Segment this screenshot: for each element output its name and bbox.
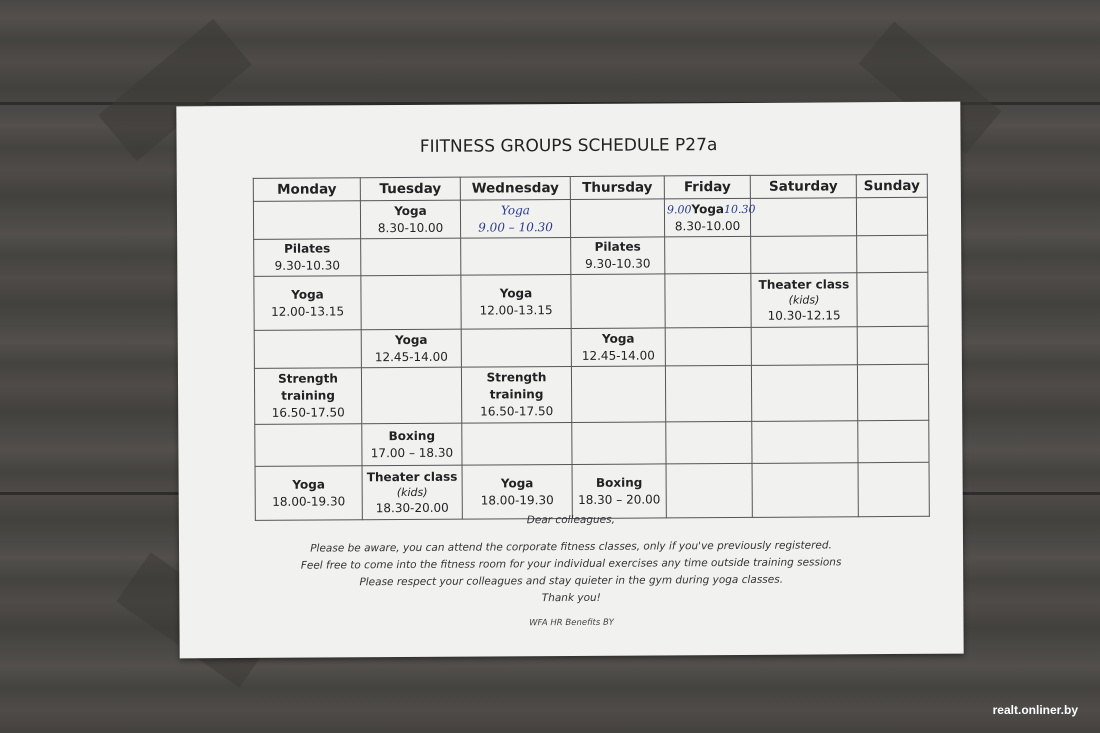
class-cell bbox=[254, 276, 361, 331]
empty-cell bbox=[752, 463, 858, 518]
class-time: 18.00-19.30 bbox=[480, 492, 554, 508]
notice-line: Please be aware, you can attend the corporate fitness classes, only if you've previously registered. bbox=[310, 539, 832, 555]
handwritten-start-time: 9.00 bbox=[666, 202, 692, 216]
empty-cell bbox=[858, 462, 929, 516]
class-time: 12.45-14.00 bbox=[374, 349, 448, 364]
class-time: 17.00 – 18.30 bbox=[370, 445, 454, 460]
empty-cell bbox=[665, 273, 751, 328]
empty-cell bbox=[461, 328, 571, 367]
class-cell bbox=[460, 199, 570, 238]
class-cell bbox=[462, 464, 572, 519]
class-cell bbox=[361, 329, 461, 368]
table-row bbox=[254, 235, 928, 276]
class-cell bbox=[362, 423, 462, 466]
empty-cell bbox=[752, 421, 858, 464]
class-note: (kids) bbox=[788, 292, 820, 307]
day-header-sunday: Sunday bbox=[856, 174, 927, 197]
notice-line: Feel free to come into the fitness room for your individual exercises any time outside training sessions bbox=[300, 556, 842, 572]
class-name: Theater class bbox=[758, 276, 850, 292]
class-time: 12.45-14.00 bbox=[581, 347, 655, 363]
empty-cell bbox=[461, 237, 571, 275]
class-name: Pilates bbox=[284, 241, 331, 256]
class-note: (kids) bbox=[396, 485, 428, 499]
empty-cell bbox=[571, 366, 665, 423]
empty-cell bbox=[665, 236, 751, 274]
empty-cell bbox=[858, 420, 929, 462]
handwritten-class-time: 9.00 – 10.30 bbox=[478, 219, 553, 235]
empty-cell bbox=[751, 327, 857, 366]
class-time: 12.00-13.15 bbox=[479, 302, 553, 318]
class-name: Yoga bbox=[291, 287, 324, 302]
day-header-saturday: Saturday bbox=[750, 175, 856, 199]
empty-cell bbox=[857, 272, 928, 326]
empty-cell bbox=[254, 330, 361, 369]
notice-greeting: Dear colleagues, bbox=[526, 513, 615, 527]
table-row bbox=[254, 364, 928, 424]
class-name: Theater class bbox=[366, 469, 458, 484]
class-time: 9.30-10.30 bbox=[585, 256, 651, 271]
class-name: Pilates bbox=[594, 239, 641, 254]
class-cell bbox=[254, 368, 361, 425]
class-cell bbox=[571, 328, 665, 367]
empty-cell bbox=[255, 424, 362, 467]
empty-cell bbox=[570, 199, 664, 238]
class-name: Boxing bbox=[595, 475, 643, 490]
handwritten-class-name: Yoga bbox=[500, 202, 530, 217]
empty-cell bbox=[361, 367, 461, 424]
day-header-wednesday: Wednesday bbox=[460, 176, 570, 200]
page-title: FIITNESS GROUPS SCHEDULE P27a bbox=[419, 135, 718, 157]
class-name: Yoga bbox=[500, 475, 534, 490]
table-row bbox=[254, 326, 928, 368]
class-cell bbox=[254, 239, 361, 277]
empty-cell bbox=[666, 463, 752, 518]
class-cell bbox=[572, 464, 666, 519]
day-header-friday: Friday bbox=[664, 175, 750, 199]
class-name: Yoga bbox=[292, 476, 325, 492]
notice-block bbox=[179, 510, 964, 610]
empty-cell bbox=[665, 327, 751, 366]
empty-cell bbox=[857, 364, 928, 420]
empty-cell bbox=[572, 422, 666, 465]
class-time: 10.30-12.15 bbox=[767, 307, 841, 323]
empty-cell bbox=[665, 365, 751, 422]
table-row bbox=[254, 272, 928, 330]
class-time: 16.50-17.50 bbox=[271, 405, 345, 420]
class-name: Strength training bbox=[486, 370, 547, 402]
day-header-monday: Monday bbox=[253, 178, 360, 202]
empty-cell bbox=[750, 198, 856, 237]
class-time: 8.30-10.00 bbox=[674, 218, 741, 233]
class-name: Yoga bbox=[394, 332, 428, 347]
empty-cell bbox=[751, 365, 857, 422]
empty-cell bbox=[751, 236, 857, 274]
table-row bbox=[255, 420, 929, 466]
class-time: 16.50-17.50 bbox=[480, 404, 554, 419]
class-cell bbox=[664, 198, 756, 237]
class-name: Yoga bbox=[499, 285, 533, 300]
class-name: Yoga bbox=[601, 331, 635, 346]
class-time: 18.30 – 20.00 bbox=[578, 491, 661, 507]
class-cell bbox=[362, 465, 462, 520]
class-cell bbox=[461, 366, 571, 423]
empty-cell bbox=[666, 421, 752, 464]
class-time: 12.00-13.15 bbox=[271, 303, 345, 319]
schedule-table bbox=[253, 174, 930, 521]
empty-cell bbox=[462, 422, 572, 465]
class-time: 18.30-20.00 bbox=[375, 500, 449, 515]
class-cell bbox=[255, 466, 362, 521]
class-cell bbox=[461, 274, 571, 329]
empty-cell bbox=[857, 235, 928, 272]
class-name: 9.00Yoga10.30 bbox=[666, 201, 756, 216]
empty-cell bbox=[361, 238, 461, 276]
class-time: 8.30-10.00 bbox=[377, 220, 444, 235]
schedule-sheet bbox=[176, 102, 963, 659]
empty-cell bbox=[856, 197, 927, 235]
class-name: Strength training bbox=[278, 371, 338, 403]
empty-cell bbox=[857, 326, 928, 364]
class-cell bbox=[571, 237, 665, 275]
handwritten-end-time: 10.30 bbox=[723, 202, 756, 216]
empty-cell bbox=[571, 274, 665, 329]
class-name: Boxing bbox=[388, 428, 436, 443]
class-name: Yoga bbox=[394, 203, 427, 218]
class-cell bbox=[751, 273, 857, 328]
table-row bbox=[253, 197, 927, 239]
class-time: 9.30-10.30 bbox=[274, 258, 341, 273]
class-cell bbox=[360, 200, 460, 239]
notice-line: Please respect your colleagues and stay quieter in the gym during yoga classes. bbox=[359, 573, 784, 589]
empty-cell bbox=[361, 275, 461, 330]
day-header-tuesday: Tuesday bbox=[360, 177, 460, 201]
watermark: realt.onliner.by bbox=[992, 703, 1078, 717]
empty-cell bbox=[253, 201, 360, 240]
signature: WFA HR Benefits BY bbox=[529, 617, 614, 629]
class-time: 18.00-19.30 bbox=[272, 493, 346, 509]
notice-line: Thank you! bbox=[541, 591, 601, 605]
day-header-thursday: Thursday bbox=[570, 176, 664, 200]
